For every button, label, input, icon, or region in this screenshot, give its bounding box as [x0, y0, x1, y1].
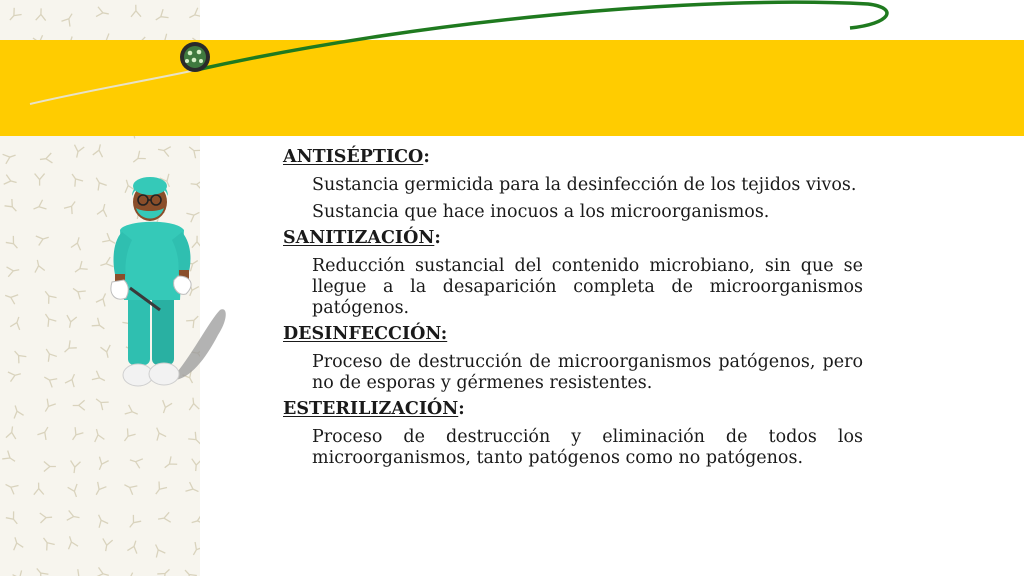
term-label: ESTERILIZACIÓN [283, 399, 459, 419]
term-definition: Reducción sustancial del contenido microbiano, sin que se llegue a la desaparición completa de microorganismos patógenos. [312, 256, 863, 318]
term-definition: Proceso de destrucción de microorganismos patógenos, pero no de esporas y gérmenes resistentes. [312, 352, 863, 393]
term-suffix: : [458, 399, 465, 419]
term-heading [283, 147, 863, 168]
term-suffix: : [423, 147, 430, 167]
doctor-surgeon-icon [100, 170, 230, 400]
swoosh-decoration [0, 0, 1024, 140]
term-label: ANTISÉPTICO [283, 147, 424, 167]
term-definition: Sustancia germicida para la desinfección de los tejidos vivos. [312, 175, 857, 195]
term-suffix: : [434, 228, 441, 248]
term-heading [283, 324, 863, 345]
definitions-list [283, 147, 863, 469]
term-label: DESINFECCIÓN: [283, 324, 448, 344]
term-label: SANITIZACIÓN [283, 228, 435, 248]
cell-ball-icon [180, 42, 210, 72]
term-heading [283, 228, 863, 249]
term-definition: Sustancia que hace inocuos a los microorganismos. [312, 202, 770, 222]
term-definition: Proceso de destrucción y eliminación de todos los microorganismos, tanto patógenos como no patógenos. [312, 427, 863, 468]
term-heading [283, 399, 863, 420]
